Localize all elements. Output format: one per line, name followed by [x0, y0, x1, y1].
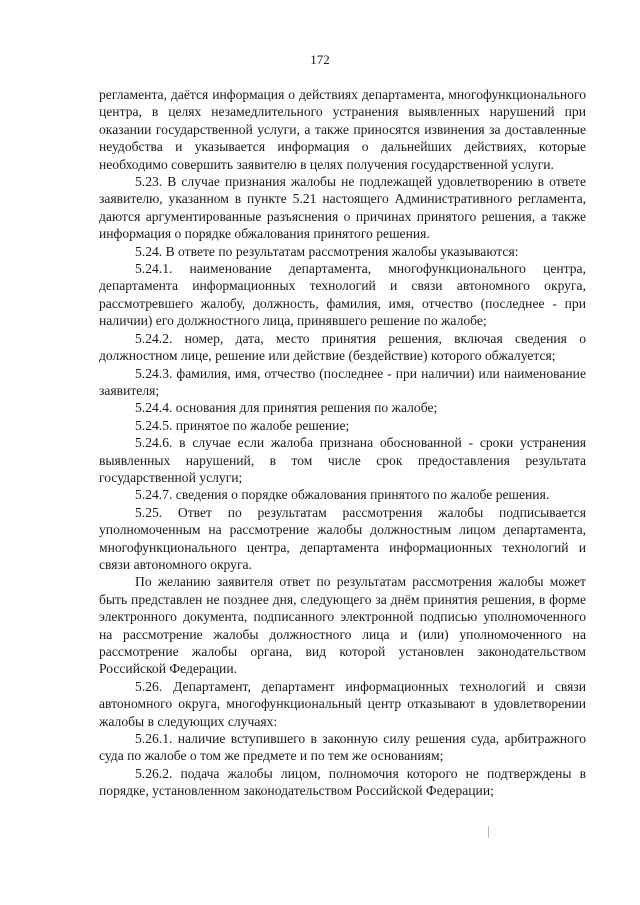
paragraph-5-24-7: 5.24.7. сведения о порядке обжалования принятого по жалобе решения. [135, 487, 550, 503]
paragraph-5-24: 5.24. В ответе по результатам рассмотрения жалобы указываются: [135, 243, 519, 259]
paragraph-5-26: 5.26. Департамент, департамент информационных технологий и связи автономного округа, многофункциональный центр отказывают в удовлетворении жалобы в следующих случаях: [99, 678, 586, 729]
paragraph-5-24-6: 5.24.6. в случае если жалоба признана обоснованной - сроки устранения выявленных нарушений, в том числе срок предоставления результата государственной услуги; [99, 435, 586, 485]
page-number: 172 [310, 52, 330, 67]
paragraph-5-24-3: 5.24.3. фамилия, имя, отчество (последнее - при наличии) или наименование заявителя; [99, 365, 586, 398]
paragraph-5-24-4: 5.24.4. основания для принятия решения по жалобе; [135, 400, 438, 416]
paragraph-5-26-2: 5.26.2. подача жалобы лицом, полномочия которого не подтверждены в порядке, установленном законодательством Российской Федерации; [99, 765, 586, 799]
scan-artifact-mark [488, 826, 489, 838]
paragraph-5-25: 5.25. Ответ по результатам рассмотрения жалобы подписывается уполномоченным на рассмотрение жалобы должностным лицом департамента, многофункционального центра, департамента информационных технологий и связи автономного округа. [99, 504, 586, 572]
paragraph-5-24-1: 5.24.1. наименование департамента, многофункционального центра, департамента информационных технологий и связи автономного округа, рассмотревшего жалобу, должность, фамилия, имя, отчество (последнее - при наличии) его должностного лица, принявшего решение по жалобе; [99, 261, 586, 329]
paragraph-5-23: 5.23. В случае признания жалобы не подлежащей удовлетворению в ответе заявителю, указанном в пункте 5.21 настоящего Административного регламента, даются аргументированные разъяснения о причинах принятого решения, а также информация о порядке обжалования принятого решения. [99, 174, 586, 242]
paragraph-5-24-5: 5.24.5. принятое по жалобе решение; [135, 417, 350, 433]
paragraph-5-24-2: 5.24.2. номер, дата, место принятия решения, включая сведения о должностном лице, решение или действие (бездействие) которого обжалуется; [99, 330, 586, 364]
paragraph-electronic-response: По желанию заявителя ответ по результатам рассмотрения жалобы может быть представлен не позднее дня, следующего за днём принятия решения, в форме электронного документа, подписанного электронной подписью уполномоченного на рассмотрение жалобы должностного лица и (или) уполномоченного на рассмотрение жалобы органа, вид которой установлен законодательством Российской Федерации. [99, 574, 586, 677]
paragraph-5-26-1: 5.26.1. наличие вступившего в законную силу решения суда, арбитражного суда по жалобе о том же предмете и по тем же основаниям; [99, 731, 586, 764]
document-body [99, 86, 586, 800]
paragraph-continuation: регламента, даётся информация о действиях департамента, многофункционального центра, в целях незамедлительного устранения выявленных нарушений при оказании государственной услуги, а также приносятся извинения за доставленные неудобства и указывается информация о дальнейших действиях, которые необходимо совершить заявителю в целях получения государственной услуги. [99, 87, 586, 172]
